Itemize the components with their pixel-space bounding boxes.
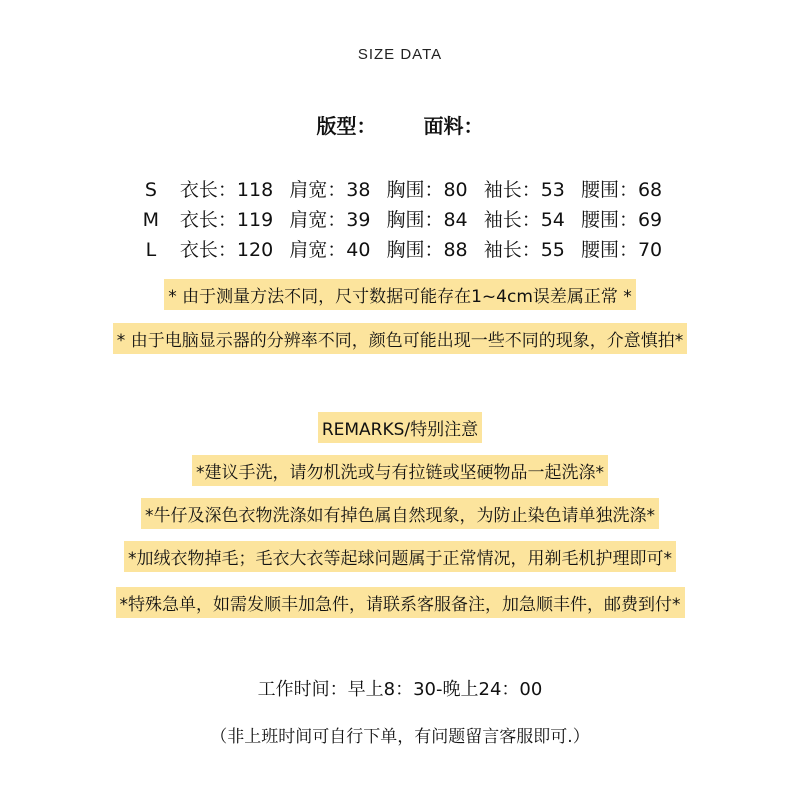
- style-label: 版型：: [316, 114, 377, 138]
- highlighted-note: * 由于电脑显示器的分辨率不同，颜色可能出现一些不同的现象，介意慎拍*: [113, 323, 687, 354]
- remark-text: *加绒衣物掉毛；毛衣大衣等起球问题属于正常情况，用剃毛机护理即可*: [124, 541, 676, 572]
- highlighted-note: * 由于测量方法不同，尺寸数据可能存在1~4cm误差属正常 *: [164, 279, 636, 310]
- remarks-title-text: REMARKS/特别注意: [318, 412, 482, 443]
- length-value: 衣长：118: [179, 179, 274, 201]
- remark-item: [0, 541, 800, 572]
- waist-value: 腰围：69: [580, 209, 663, 231]
- size-row-l: [138, 235, 662, 265]
- shoulder-value: 肩宽：39: [289, 209, 371, 231]
- remark-text: *建议手洗，请勿机洗或与有拉链或坚硬物品一起洗涤*: [192, 455, 608, 486]
- chest-value: 胸围：80: [386, 179, 468, 201]
- remark-item: [0, 455, 800, 486]
- length-value: 衣长：120: [179, 239, 274, 261]
- color-note: [0, 323, 800, 354]
- style-fabric-row: [0, 110, 800, 139]
- page-title: SIZE DATA: [357, 46, 443, 63]
- length-value: 衣长：119: [179, 209, 274, 231]
- sleeve-value: 袖长：54: [483, 209, 565, 231]
- size-row-s: [138, 175, 662, 205]
- shoulder-value: 肩宽：40: [289, 239, 371, 261]
- remark-text: *特殊急单，如需发顺丰加急件，请联系客服备注，加急顺丰件，邮费到付*: [116, 587, 685, 618]
- measurement-note: [0, 279, 800, 310]
- chest-value: 胸围：88: [386, 239, 468, 261]
- size-row-m: [138, 205, 662, 235]
- sleeve-value: 袖长：53: [483, 179, 565, 201]
- remark-item: [0, 587, 800, 618]
- footnote: （非上班时间可自行下单，有问题留言客服即可.）: [210, 727, 590, 747]
- shoulder-value: 肩宽：38: [289, 179, 371, 201]
- sleeve-value: 袖长：55: [483, 239, 565, 261]
- remarks-title: [0, 412, 800, 443]
- waist-value: 腰围：70: [580, 239, 663, 261]
- chest-value: 胸围：84: [386, 209, 468, 231]
- remark-text: *牛仔及深色衣物洗涤如有掉色属自然现象，为防止染色请单独洗涤*: [141, 498, 659, 529]
- size-label: S: [144, 179, 157, 201]
- work-hours: 工作时间：早上8：30-晚上24：00: [257, 679, 543, 700]
- size-label: M: [142, 209, 160, 231]
- remark-item: [0, 498, 800, 529]
- waist-value: 腰围：68: [580, 179, 663, 201]
- fabric-label: 面料：: [423, 114, 484, 138]
- size-table: [0, 175, 800, 265]
- size-label: L: [145, 239, 157, 261]
